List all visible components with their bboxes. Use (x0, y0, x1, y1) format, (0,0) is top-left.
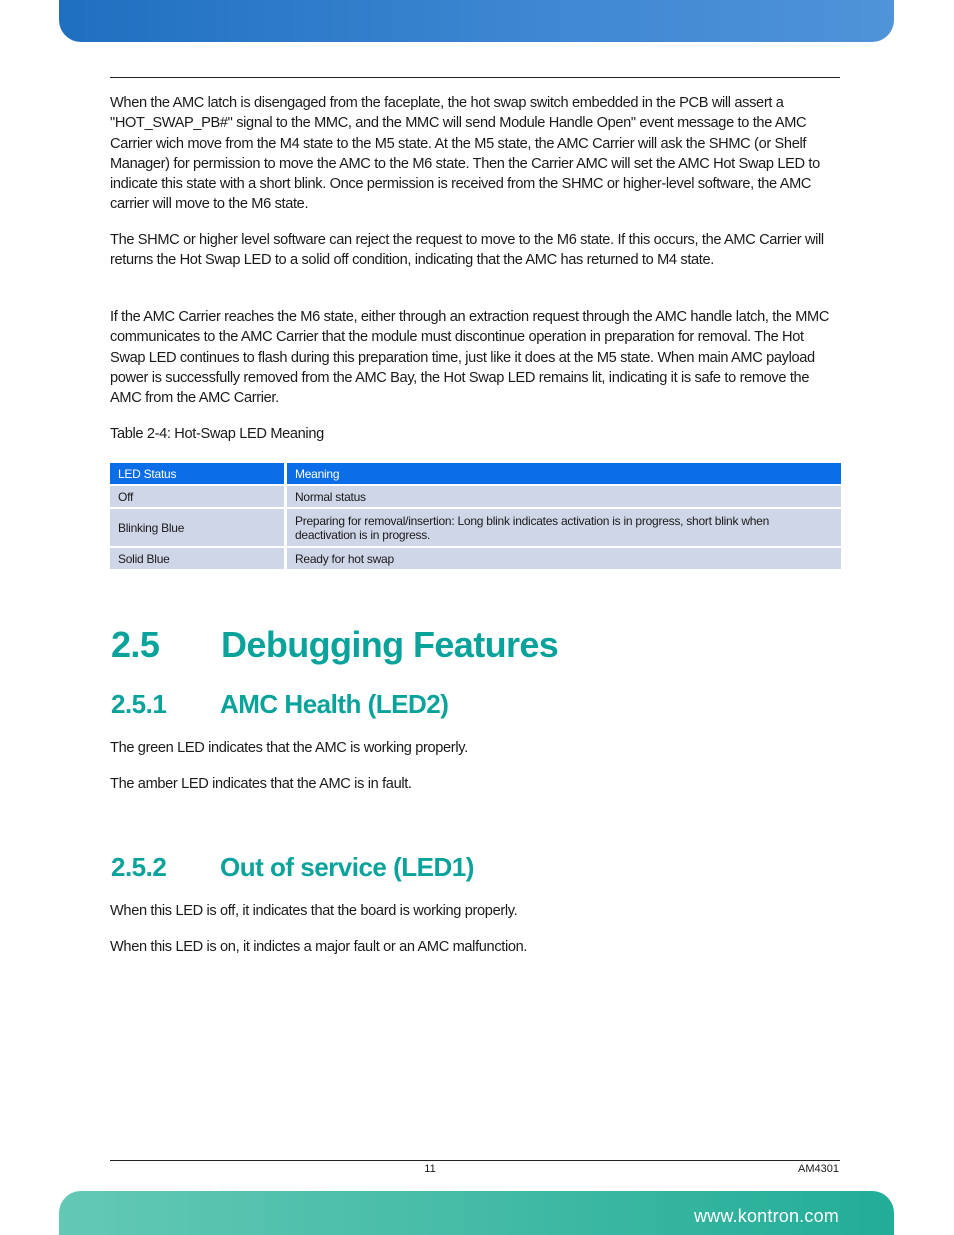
subsection-number: 2.5.2 (111, 852, 167, 882)
footer-rule (110, 1160, 840, 1161)
table-row (110, 486, 841, 507)
out-of-service-paragraph-1: When this LED is off, it indicates that the board is working properly. (110, 903, 518, 919)
footer-banner (59, 1191, 894, 1235)
amc-health-paragraph-1: The green LED indicates that the AMC is working properly. (110, 740, 468, 756)
hot-swap-led-table (110, 461, 841, 571)
body-paragraph-3: If the AMC Carrier reaches the M6 state, either through an extraction request through the AMC handle latch, the MMC communicates to the AMC Carrier that the module must discontinue operation in preparation for removal. The Hot Swap LED continues to flash during this preparation time, just like it does at the M5 state. When main AMC payload power is successfully removed from the AMC Bay, the Hot Swap LED remains lit, indicating it is safe to remove the AMC from the AMC Carrier. (110, 309, 830, 407)
body-paragraph-1: When the AMC latch is disengaged from the faceplate, the hot swap switch embedded in the PCB will assert a "HOT_SWAP_PB#" signal to the MMC, and the MMC will send Module Handle Open" event message to the AMC Carrier wich move from the M4 state to the M5 state. At the M5 state, the AMC Carrier will ask the SHMC (or Shelf Manager) for permission to move the AMC to the M6 state. Then the Carrier AMC will set the AMC Hot Swap LED to indicate this state with a short blink. Once permission is received from the SHMC or higher-level software, the AMC carrier will move to the M6 state. (110, 95, 820, 213)
table-caption: Table 2-4: Hot-Swap LED Meaning (110, 426, 324, 442)
column-header-led-status: LED Status (110, 463, 287, 484)
amc-health-paragraph-2: The amber LED indicates that the AMC is in fault. (110, 776, 412, 792)
section-number: 2.5 (111, 624, 160, 665)
meaning-cell: Normal status (287, 486, 841, 507)
subsection-heading-out-of-service (111, 850, 474, 884)
subsection-heading-amc-health (111, 687, 448, 721)
body-paragraph-2: The SHMC or higher level software can reject the request to move to the M6 state. If this occurs, the AMC Carrier will returns the Hot Swap LED to a solid off condition, indicating that the AMC has returned to M4 state. (110, 232, 824, 269)
website-link[interactable]: www.kontron.com (693, 1206, 839, 1226)
column-header-meaning: Meaning (287, 463, 841, 484)
document-id: AM4301 (798, 1163, 839, 1175)
led-status-cell: Off (110, 486, 287, 507)
header-banner (59, 0, 894, 42)
page-number: 11 (424, 1163, 436, 1175)
subsection-title: Out of service (LED1) (220, 852, 474, 882)
led-status-cell: Solid Blue (110, 548, 287, 569)
meaning-cell: Preparing for removal/insertion: Long blink indicates activation is in progress, short blink when deactivation is in progress. (287, 509, 841, 546)
subsection-title: AMC Health (LED2) (220, 689, 449, 719)
table-row (110, 548, 841, 569)
subsection-number: 2.5.1 (111, 689, 167, 719)
header-rule (110, 77, 840, 78)
out-of-service-paragraph-2: When this LED is on, it indictes a major fault or an AMC malfunction. (110, 939, 528, 955)
section-heading (111, 622, 558, 668)
table-row (110, 509, 841, 546)
led-status-cell: Blinking Blue (110, 509, 287, 546)
meaning-cell: Ready for hot swap (287, 548, 841, 569)
section-title: Debugging Features (221, 624, 559, 665)
table-header-row (110, 463, 841, 484)
